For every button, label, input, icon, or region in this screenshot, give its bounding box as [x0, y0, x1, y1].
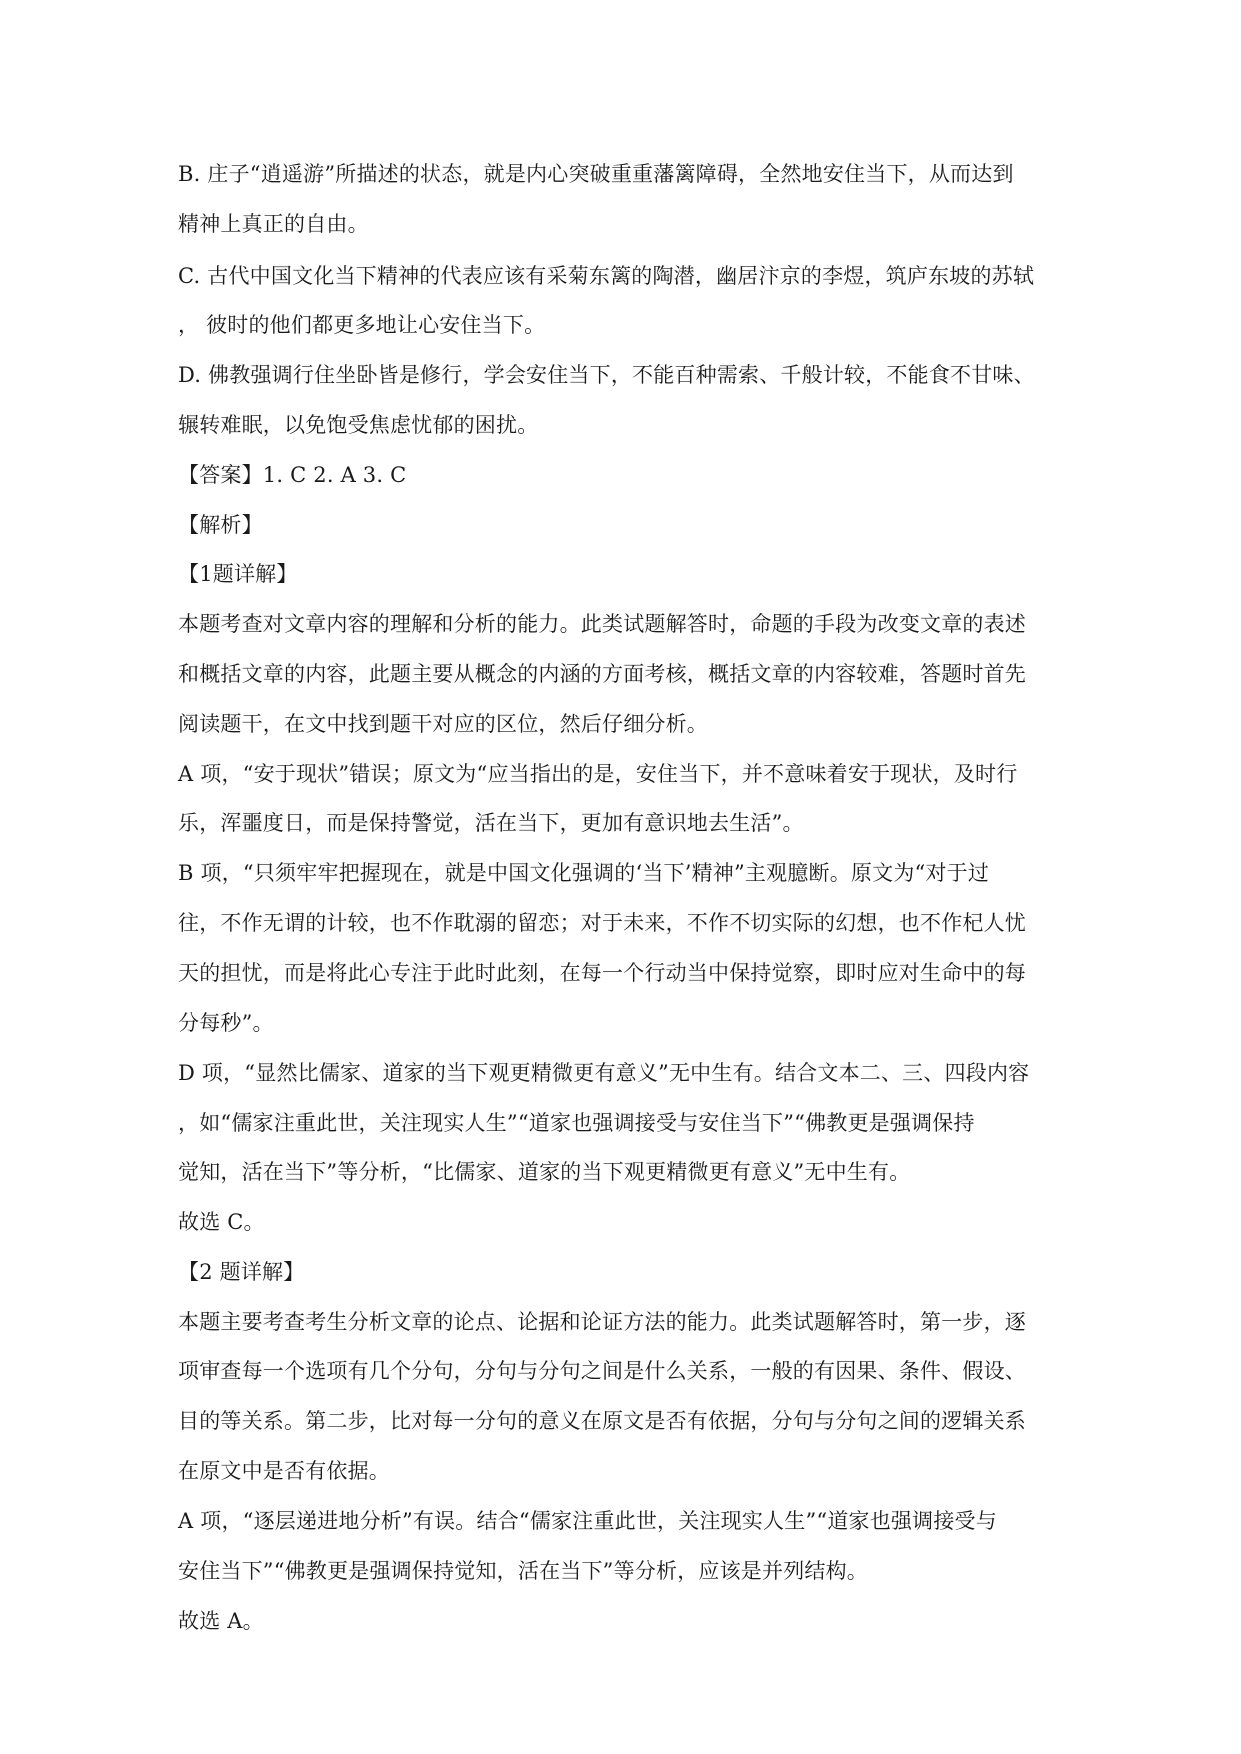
section-heading: 【解析】 [178, 513, 263, 537]
text-line: 在原文中是否有依据。 [178, 1459, 390, 1483]
section-heading: 【1题详解】 [178, 562, 298, 586]
section-heading: 【2 题详解】 [178, 1260, 305, 1284]
text-line: ， 彼时的他们都更多地让心安住当下。 [178, 313, 546, 337]
text-line: 往，不作无谓的计较，也不作耽溺的留恋；对于未来，不作不切实际的幻想，也不作杞人忧 [178, 911, 1026, 935]
text-line: C. 古代中国文化当下精神的代表应该有采菊东篱的陶潜，幽居汴京的李煜，筑庐东坡的苏轼 [178, 264, 1035, 288]
text-line: 阅读题干，在文中找到题干对应的区位，然后仔细分析。 [178, 712, 708, 736]
text-line: 觉知，活在当下”等分析，“比儒家、道家的当下观更精微更有意义”无中生有。 [178, 1160, 911, 1184]
text-line: 安住当下”“佛教更是强调保持觉知，活在当下”等分析，应该是并列结构。 [178, 1559, 869, 1583]
text-line: D. 佛教强调行住坐卧皆是修行，学会安住当下，不能百种需索、千般计较，不能食不甘味、 [178, 363, 1035, 387]
text-line: A 项，“安于现状”错误；原文为“应当指出的是，安住当下，并不意味着安于现状，及时行 [178, 762, 1018, 786]
text-line: A 项，“逐层递进地分析”有误。结合“儒家注重此世，关注现实人生”“道家也强调接受与 [178, 1509, 997, 1533]
text-line: 和概括文章的内容，此题主要从概念的内涵的方面考核，概括文章的内容较难，答题时首先 [178, 662, 1026, 686]
text-line: 精神上真正的自由。 [178, 212, 369, 236]
text-line: 辗转难眠，以免饱受焦虑忧郁的困扰。 [178, 413, 539, 437]
text-line: 故选 A。 [178, 1609, 264, 1633]
text-line: 故选 C。 [178, 1210, 265, 1234]
answer-line: 【答案】1. C 2. A 3. C [178, 463, 407, 487]
text-line: 本题考查对文章内容的理解和分析的能力。此类试题解答时，命题的手段为改变文章的表述 [178, 612, 1026, 636]
text-line: 分每秒”。 [178, 1011, 274, 1035]
text-line: 天的担忧，而是将此心专注于此时此刻，在每一个行动当中保持觉察，即时应对生命中的每 [178, 961, 1026, 985]
text-line: 项审查每一个选项有几个分句，分句与分句之间是什么关系，一般的有因果、条件、假设、 [178, 1359, 1026, 1383]
text-line: B. 庄子“逍遥游”所描述的状态，就是内心突破重重藩篱障碍，全然地安住当下，从而达到 [178, 162, 1014, 186]
text-line: 本题主要考查考生分析文章的论点、论据和论证方法的能力。此类试题解答时，第一步，逐 [178, 1310, 1026, 1334]
text-line: B 项，“只须牢牢把握现在，就是中国文化强调的‘当下’精神”主观臆断。原文为“对于过 [178, 861, 990, 885]
text-line: D 项，“显然比儒家、道家的当下观更精微更有意义”无中生有。结合文本二、三、四段内容 [178, 1061, 1030, 1085]
text-line: 乐，浑噩度日，而是保持警觉，活在当下，更加有意识地去生活”。 [178, 811, 804, 835]
text-line: 目的等关系。第二步，比对每一分句的意义在原文是否有依据，分句与分句之间的逻辑关系 [178, 1409, 1026, 1433]
text-line: ，如“儒家注重此世，关注现实人生”“道家也强调接受与安住当下”“佛教更是强调保持 [178, 1111, 975, 1135]
